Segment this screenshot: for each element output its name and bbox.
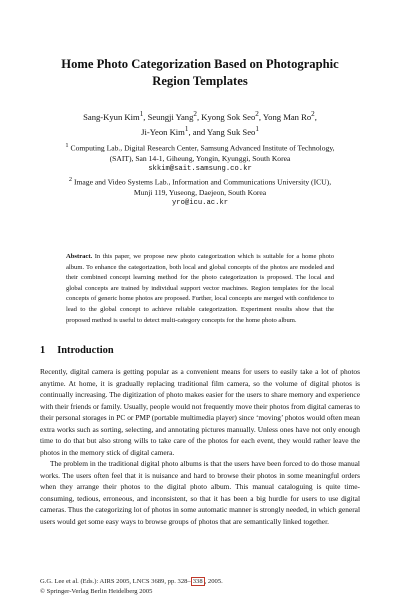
paragraph: Recently, digital camera is getting popular as a convenient means for users to easily take a lot of photos anytime. At home, it is gradually replacing traditional film camera, so the volume of digital photos is continually increasing. The digitization of photo makes easier for the users to share memory and experience with their friends or family. Usually, people would not frequently move their photos from digital cameras to their personal storages in PC or PMP (portable multimedia player) since ‘moving’ photos would often mean extra works such as sorting, selecting, and annotating pictures manually. Unless ones have not only enough time to do that but also strong wills to take care of the photos for each event, they would rather leave the photos in the memory stick of digital camera.	[40, 367, 360, 457]
affiliation-email: skkim@sait.samsung.co.kr	[148, 165, 252, 174]
affiliation-line: Computing Lab., Digital Research Center, Samsung Advanced Institute of Technology,	[70, 143, 335, 153]
section-heading	[40, 345, 114, 356]
affiliation-mark: 1	[65, 142, 69, 149]
body-text	[40, 366, 360, 527]
abstract-text: In this paper, we propose new photo categorization which is suitable for a home photo album. To enhance the categorization, both local and global concepts of the photos are modeled and their combined concept learning method for the photo categorization is proposed. The local and global concepts are trained by individual support vector machines. Region templates for the local concepts of generic home photos are proposed. Further, local concepts are merged with confidence to lead to the global concept to achieve reliable categorization. Experiment results show that the proposed method is useful to detect multi-category concepts for the home photo album.	[66, 253, 335, 324]
paragraph: The problem in the traditional digital photo albums is that the users have been forced to do those manual works. The users often feel that it is nuisance and hard to browse their photos in some meaningful orders when they arrange their photos to the digital photo album. This manual cataloguing is quite time-consuming, tedious, erroneous, and inconsistent, so that it has been a big hurdle for users to use digital cameras. Thus the categorizing lot of photos in some automatic manner is strongly needed, in which general users would get some easy ways to browse groups of photos that are semantically linked together.	[40, 459, 360, 526]
affiliations	[30, 141, 370, 209]
author-affil-mark: 1	[184, 125, 189, 134]
abstract-label: Abstract.	[66, 253, 93, 260]
author-affil-mark: 1	[139, 110, 144, 118]
citation-line: G.G. Lee et al. (Eds.): AIRS 2005, LNCS 3689, pp. 328– 338 , 2005.	[40, 578, 223, 585]
title-line-1: Home Photo Categorization Based on Photographic	[61, 57, 339, 71]
author-name: Seungji Yang	[147, 111, 194, 122]
author-affil-mark: 2	[255, 110, 259, 118]
affiliation-email: yro@icu.ac.kr	[171, 199, 229, 208]
section-number: 1	[40, 345, 46, 356]
author-line-2: Ji-Yeon Kim$^1$, and Yang Suk Seo$^1$	[141, 125, 259, 138]
affiliation-line: (SAIT), San 14-1, Giheung, Yongin, Kyunggi, South Korea	[109, 153, 291, 163]
page-end-number: 338	[192, 578, 203, 585]
author-name: Sang-Kyun Kim	[83, 111, 140, 122]
paper-title	[40, 56, 360, 90]
section-title: Introduction	[57, 345, 114, 356]
author-line-1: Sang-Kyun Kim$^1$, Seungji Yang$^2$, Kyong Sok Seo$^2$, Yong Man Ro$^2$,	[83, 110, 317, 122]
author-name: Ji-Yeon Kim	[141, 127, 185, 138]
affiliation-line: Munji 119, Yuseong, Daejeon, South Korea	[133, 187, 267, 197]
author-affil-mark: 1	[255, 125, 259, 134]
affiliation-1	[30, 141, 370, 175]
page-footer	[40, 577, 223, 596]
author-affil-mark: 2	[311, 110, 315, 118]
affiliation-2	[30, 175, 370, 209]
author-list	[40, 108, 360, 139]
author-name: Kyong Sok Seo	[201, 111, 256, 122]
affiliation-mark: 2	[68, 175, 73, 183]
author-name: Yang Suk Seo	[207, 127, 256, 138]
affiliation-line: Image and Video Systems Lab., Information and Communications University (ICU),	[73, 177, 332, 187]
abstract	[66, 252, 334, 326]
copyright-line: © Springer-Verlag Berlin Heidelberg 2005	[40, 587, 153, 595]
title-line-2: Region Templates	[152, 74, 248, 88]
author-affil-mark: 2	[193, 110, 197, 118]
author-name: Yong Man Ro	[262, 111, 312, 122]
